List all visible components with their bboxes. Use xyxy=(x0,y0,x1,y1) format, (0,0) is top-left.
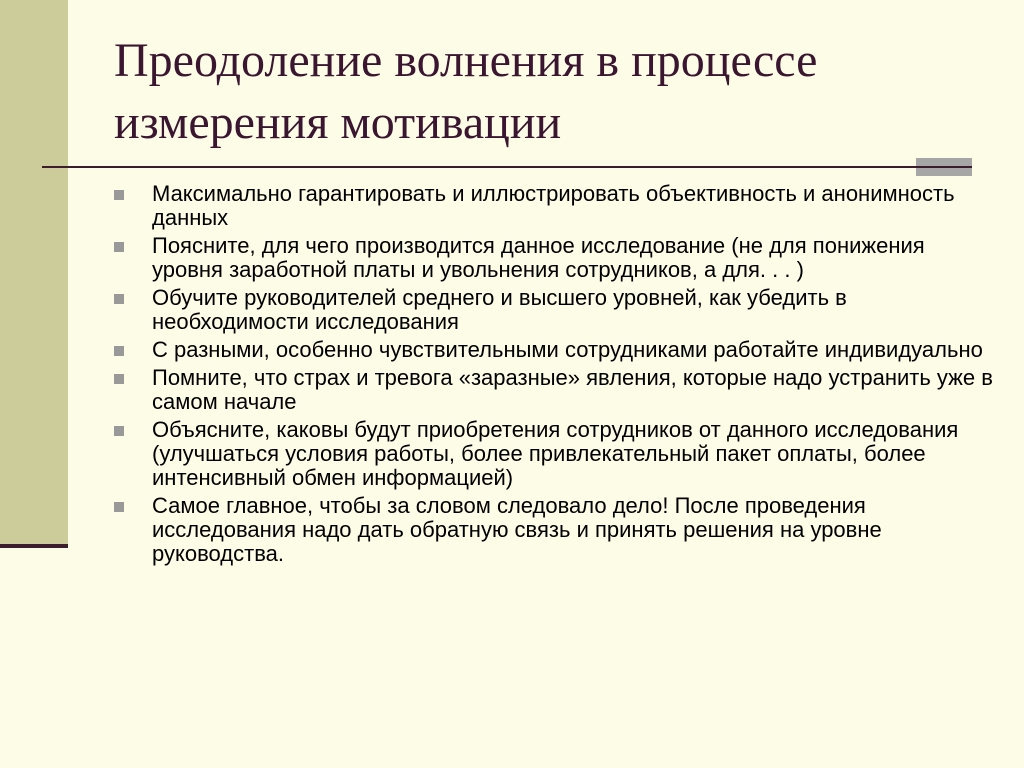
bullet-text: Обучите руководителей среднего и высшего уровней, как убедить в необходимости исследования xyxy=(152,285,847,334)
square-bullet-icon xyxy=(114,374,124,384)
bullet-item xyxy=(114,366,994,414)
square-bullet-icon xyxy=(114,502,124,512)
square-bullet-icon xyxy=(114,242,124,252)
bullet-text: Максимально гарантировать и иллюстрировать объективность и анонимность данных xyxy=(152,181,955,230)
square-bullet-icon xyxy=(114,190,124,200)
bullet-list xyxy=(114,182,994,570)
bullet-item xyxy=(114,286,994,334)
square-bullet-icon xyxy=(114,294,124,304)
side-bar-divider xyxy=(0,544,68,548)
decorative-side-bar xyxy=(0,0,68,545)
bullet-text: Поясните, для чего производится данное исследование (не для понижения уровня заработной платы и увольнения сотрудников, а для. . . ) xyxy=(152,233,925,282)
bullet-item xyxy=(114,494,994,566)
bullet-text: Помните, что страх и тревога «заразные» явления, которые надо устранить уже в самом начале xyxy=(152,365,993,414)
square-bullet-icon xyxy=(114,426,124,436)
title-underline xyxy=(42,166,972,168)
bullet-text: Объясните, каковы будут приобретения сотрудников от данного исследования (улучшаться условия работы, более привлекательный пакет оплаты, более интенсивный обмен информацией) xyxy=(152,417,959,490)
title-underline-accent-lower xyxy=(916,168,972,176)
bullet-item xyxy=(114,182,994,230)
square-bullet-icon xyxy=(114,346,124,356)
bullet-item xyxy=(114,338,994,362)
bullet-item xyxy=(114,418,994,490)
slide-title: Преодоление волнения в процессе измерения мотивации xyxy=(114,34,818,149)
title-underline-accent xyxy=(916,158,972,166)
bullet-text: С разными, особенно чувствительными сотрудниками работайте индивидуально xyxy=(152,337,983,362)
bullet-text: Самое главное, чтобы за словом следовало дело! После проведения исследования надо дать обратную связь и принять решения на уровне руководства. xyxy=(152,493,882,566)
bullet-item xyxy=(114,234,994,282)
